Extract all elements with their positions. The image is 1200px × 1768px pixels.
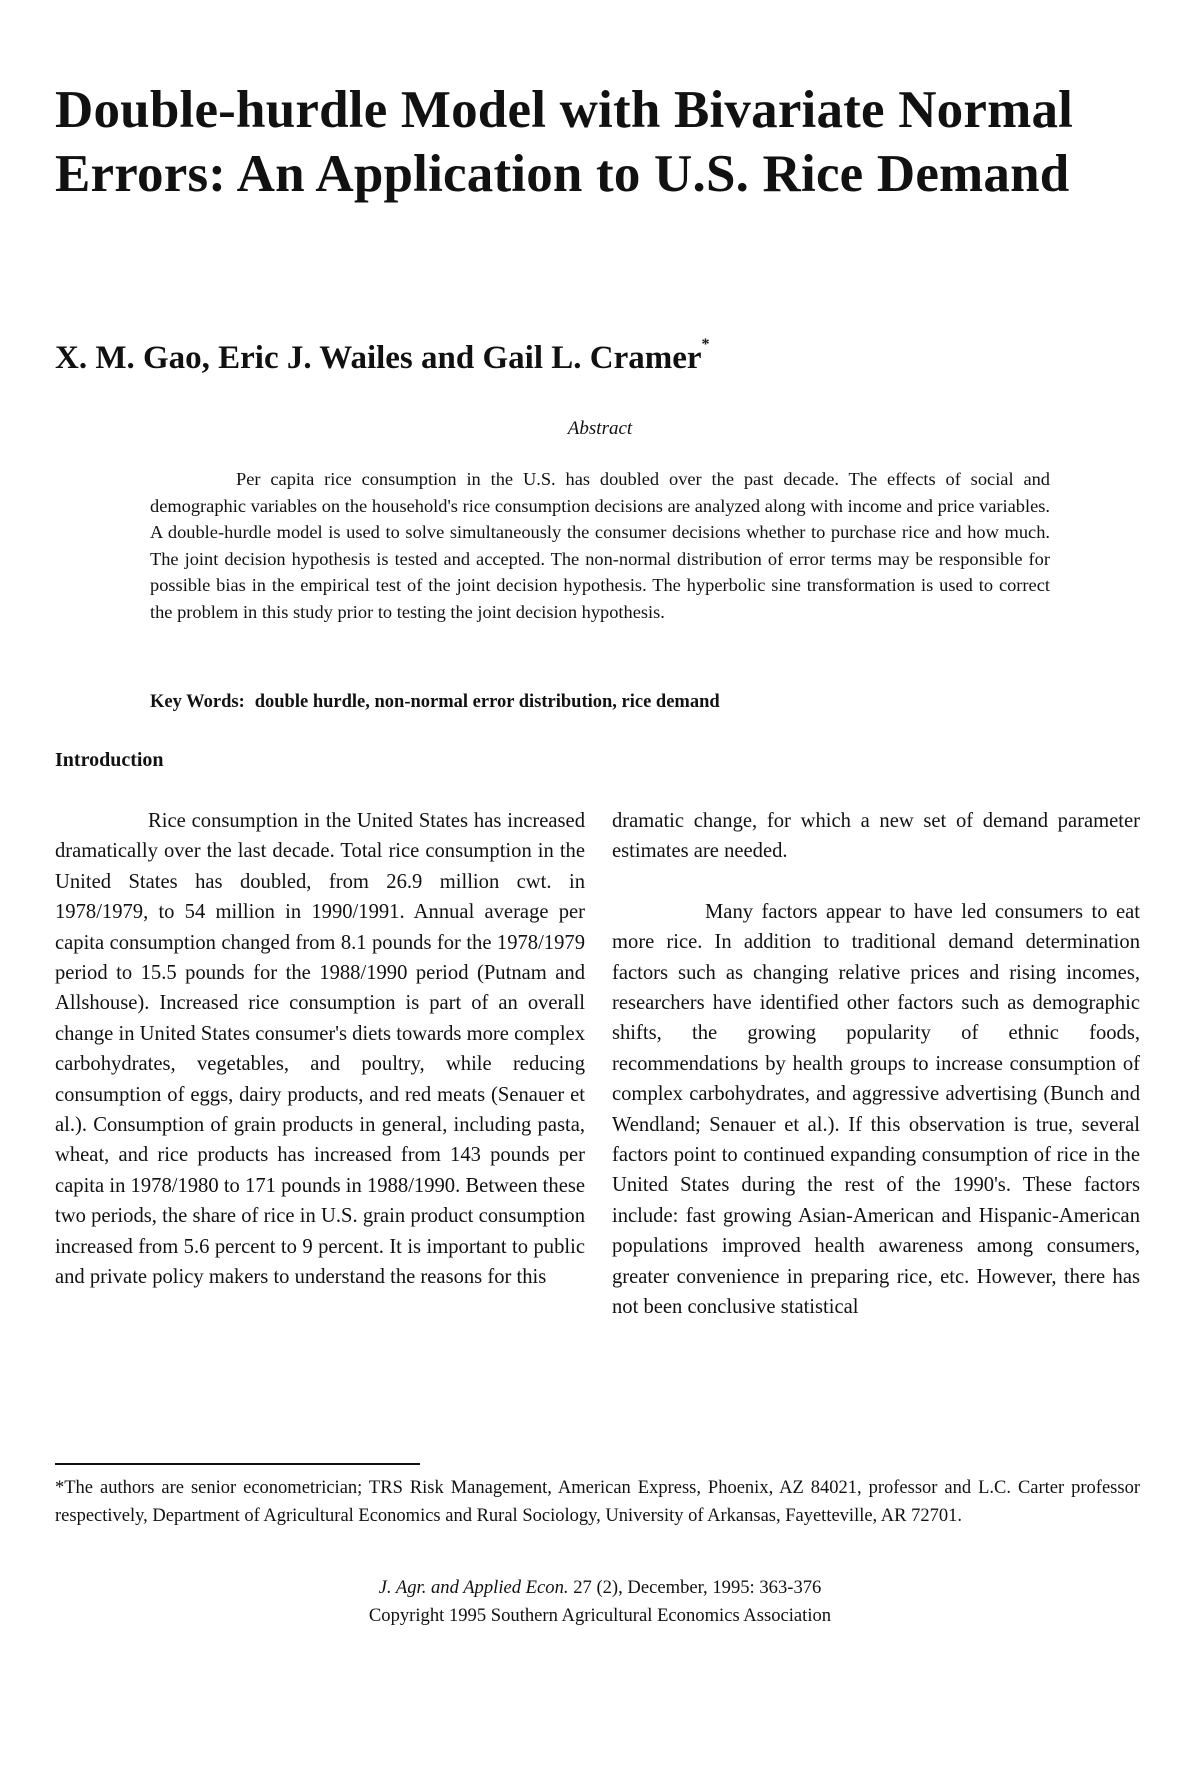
keywords-label: Key Words: [150, 692, 245, 712]
author-footnote-mark: * [701, 336, 710, 353]
intro-paragraph-1: Rice consumption in the United States has increased dramatically over the last decade. Total rice consumption in the United States has doubled, from 26.9 million cwt. in 1978/1979, to 54 million in 1990/1991. Annual average per capita consumption changed from 8.1 pounds for the 1978/1979 period to 15.5 pounds for the 1988/1990 period (Putnam and Allshouse). Increased rice consumption is part of an overall change in United States consumer's diets towards more complex carbohydrates, vegetables, and poultry, while reducing consumption of eggs, dairy products, and red meats (Senauer et al.). Consumption of grain products in general, including pasta, wheat, and rice products has increased from 143 pounds per capita in 1978/1980 to 171 pounds in 1988/1990. Between these two periods, the share of rice in U.S. grain product consumption increased from 5.6 percent to 9 percent. It is important to public and private policy makers to understand the reasons for this [55, 810, 585, 1289]
journal-citation: 27 (2), December, 1995: 363-376 [568, 1577, 822, 1598]
left-column [55, 806, 585, 1293]
journal-info [0, 1574, 1200, 1630]
copyright-line: Copyright 1995 Southern Agricultural Economics Association [368, 1605, 832, 1626]
keywords-line [150, 692, 720, 713]
footnote-divider [55, 1463, 420, 1465]
abstract-body: Per capita rice consumption in the U.S. has doubled over the past decade. The effects of social and demographic variables on the household's rice consumption decisions are analyzed along with income and price variables. A double-hurdle model is used to solve simultaneously the consumer decisions whether to purchase rice and how much. The joint decision hypothesis is tested and accepted. The non-normal distribution of error terms may be responsible for possible bias in the empirical test of the joint decision hypothesis. The hyperbolic sine transformation is used to correct the problem in this study prior to testing the joint decision hypothesis. [150, 469, 1050, 622]
intro-paragraph-1-continued: dramatic change, for which a new set of demand parameter estimates are needed. [612, 810, 1140, 863]
keywords: double hurdle, non-normal error distribution, rice demand [254, 692, 720, 712]
section-heading-introduction: Introduction [55, 749, 164, 771]
journal-name: J. Agr. and Applied Econ. [378, 1577, 569, 1598]
author-line [55, 336, 710, 377]
abstract-heading: Abstract [567, 418, 633, 439]
paper-title: Double-hurdle Model with Bivariate Normal Errors: An Application to U.S. Rice Demand [55, 81, 1074, 203]
right-column [612, 806, 1140, 1323]
author-footnote: *The authors are senior econometrician; TRS Risk Management, American Express, Phoenix, AZ 84021, professor and L.C. Carter professor respectively, Department of Agricultural Economics and Rural Sociology, University of Arkansas, Fayetteville, AR 72701. [55, 1478, 1140, 1526]
intro-paragraph-2: Many factors appear to have led consumers to eat more rice. In addition to traditional demand determination factors such as changing relative prices and rising incomes, researchers have identified other factors such as demographic shifts, the growing popularity of ethnic foods, recommendations by health groups to increase consumption of complex carbohydrates, and aggressive advertising (Bunch and Wendland; Senauer et al.). If this observation is true, several factors point to continued expanding consumption of rice in the United States during the rest of the 1990's. These factors include: fast growing Asian-American and Hispanic-American populations improved health awareness among consumers, greater convenience in preparing rice, etc. However, there has not been conclusive statistical [612, 900, 1140, 1319]
journal-citation-line [0, 1574, 1200, 1602]
authors: X. M. Gao, Eric J. Wailes and Gail L. Cramer [55, 340, 702, 376]
